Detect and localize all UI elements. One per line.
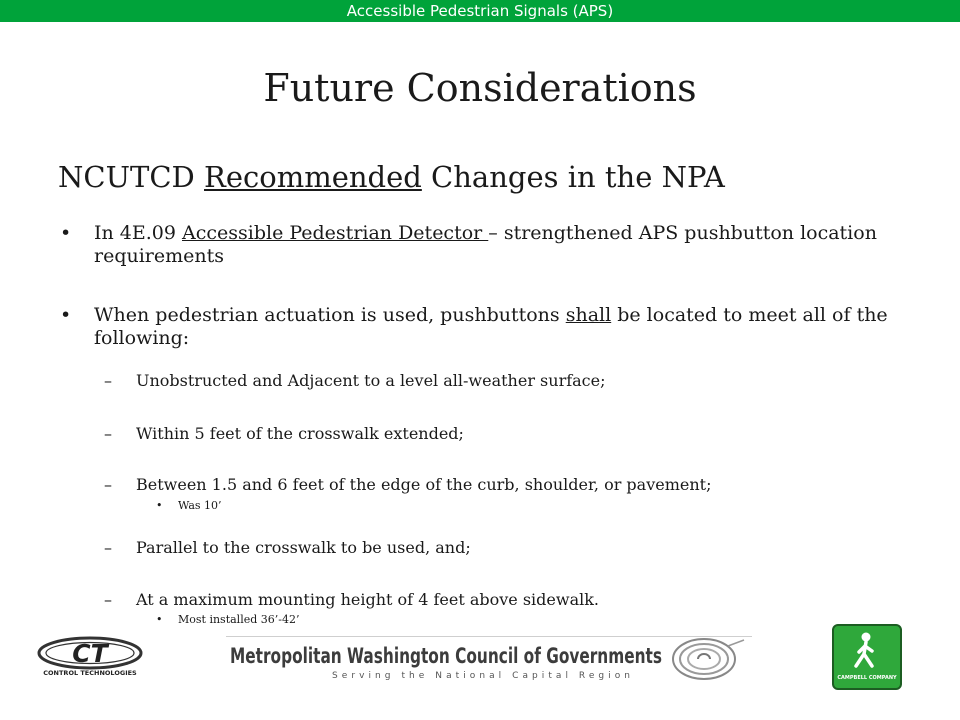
ct-logo-caption: CONTROL TECHNOLOGIES bbox=[43, 669, 137, 677]
mwcog-tagline: Serving the National Capital Region bbox=[332, 671, 630, 681]
dash-marker-icon: – bbox=[104, 475, 112, 494]
bullet-text-pre: When pedestrian actuation is used, pushbuttons bbox=[94, 304, 566, 326]
subtitle-post: Changes in the NPA bbox=[421, 160, 725, 194]
header-banner: Accessible Pedestrian Signals (APS) bbox=[0, 0, 960, 22]
note-text: Was 10’ bbox=[178, 499, 222, 512]
bullet-text bbox=[94, 304, 904, 350]
bullet-dot-icon: • bbox=[60, 222, 72, 244]
bullet-text-underlined: shall bbox=[565, 304, 612, 326]
note-text: Most installed 36’-42’ bbox=[178, 613, 300, 626]
dash-marker-icon: – bbox=[104, 538, 112, 557]
campbell-company-logo bbox=[832, 624, 902, 690]
mwcog-name: Metropolitan Washington Council of Governments bbox=[230, 644, 662, 668]
bullet-text-post: – strengthened APS pushbutton location requirements bbox=[94, 222, 877, 267]
subtitle-pre: NCUTCD bbox=[58, 160, 205, 194]
bullet-dot-icon: • bbox=[60, 304, 72, 326]
sub-item-text: Within 5 feet of the crosswalk extended; bbox=[136, 424, 464, 443]
mwcog-seal-icon bbox=[670, 636, 746, 682]
sub-item-text: Unobstructed and Adjacent to a level all-weather surface; bbox=[136, 371, 606, 390]
control-technologies-logo bbox=[36, 636, 144, 678]
sub-item-text: Parallel to the crosswalk to be used, and; bbox=[136, 538, 471, 557]
bullet-text-underlined: Accessible Pedestrian Detector bbox=[182, 222, 489, 244]
ct-logo-letters: CT bbox=[72, 639, 108, 668]
sub-item-text: At a maximum mounting height of 4 feet above sidewalk. bbox=[136, 590, 600, 609]
campbell-caption: CAMPBELL COMPANY bbox=[837, 675, 897, 681]
bullet-text-pre: In 4E.09 bbox=[94, 222, 182, 244]
note-dot-icon: • bbox=[156, 499, 163, 512]
sub-item-text: Between 1.5 and 6 feet of the edge of the curb, shoulder, or pavement; bbox=[136, 475, 712, 494]
note-dot-icon: • bbox=[156, 613, 163, 626]
bullet-text bbox=[94, 222, 904, 268]
slide-title: Future Considerations bbox=[263, 66, 697, 110]
dash-marker-icon: – bbox=[104, 424, 112, 443]
bullet-text-post: be located to meet all of the following: bbox=[94, 304, 900, 349]
dash-marker-icon: – bbox=[104, 590, 112, 609]
slide-subtitle bbox=[58, 160, 725, 194]
dash-marker-icon: – bbox=[104, 371, 112, 390]
subtitle-underlined: Recommended bbox=[204, 160, 422, 194]
